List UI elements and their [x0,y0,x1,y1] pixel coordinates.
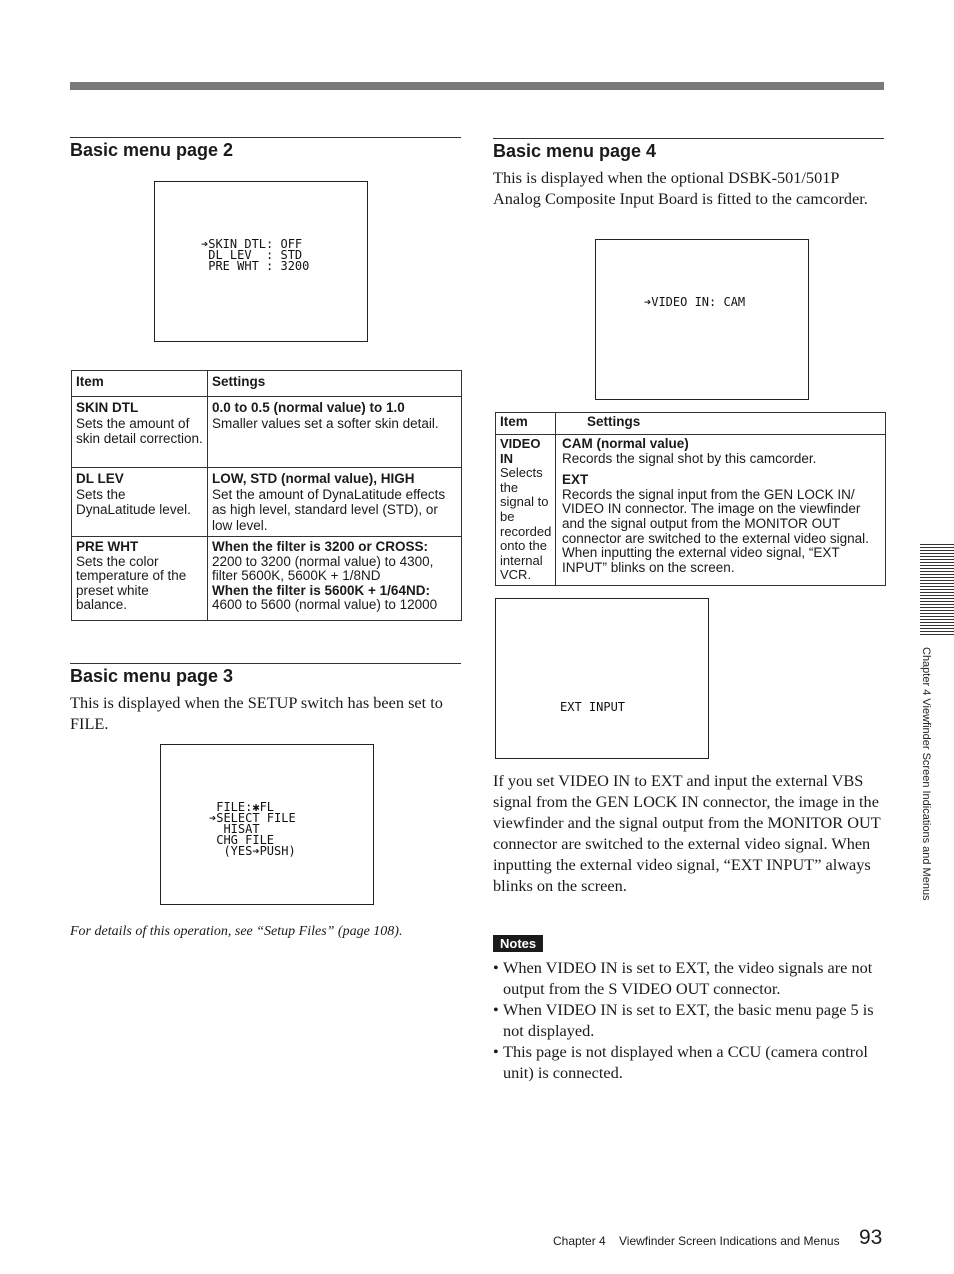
table-header: Settings [556,413,886,435]
setting-title: CAM (normal value) [562,436,689,451]
table-header: Settings [208,371,462,397]
screen-line: CHG FILE [209,833,275,847]
list-item: • When VIDEO IN is set to EXT, the basic menu page 5 is not displayed. [493,999,881,1041]
viewfinder-screen-page2 [154,181,368,342]
setting-desc: 2200 to 3200 (normal value) to 4300, filter 5600K, 5600K + 1/8ND [212,553,434,583]
setting-title: EXT [562,472,589,488]
section-rule [493,138,884,139]
item-desc: Sets the DynaLatitude level. [76,486,191,517]
table-row [496,435,886,586]
screen-line: DL LEV : STD [201,248,303,262]
screen-line: EXT INPUT [560,700,626,714]
item-title: VIDEO IN [500,436,541,466]
table-header: Item [496,413,556,435]
section-heading-page4: Basic menu page 4 [493,141,657,161]
setting-title: LOW, STD (normal value), HIGH [212,471,415,486]
notes-list [493,957,881,1083]
screen-line: ➔SKIN DTL: OFF [201,237,303,251]
header-bar [70,82,884,90]
page3-caption: For details of this operation, see “Setup Files” (page 108). [70,924,403,939]
setting-title: When the filter is 3200 or CROSS: [212,539,429,554]
screen-line: FILE:✱FL [209,800,275,814]
page4-intro: This is displayed when the optional DSBK-501/501P Analog Composite Input Board is fitted to the camcorder. [493,168,868,208]
table-row [72,537,462,621]
page4-paragraph: If you set VIDEO IN to EXT and input the external VBS signal from the GEN LOCK IN connector, the image in the viewfinder and the signal output from the MONITOR OUT connector are switched to the external video signal. When inputting the external video signal, “EXT INPUT” always blinks on the screen. [493,771,881,895]
viewfinder-screen-page4 [595,239,809,400]
item-desc: Sets the color temperature of the preset white balance. [76,553,187,612]
settings-table-page2 [71,370,462,621]
viewfinder-screen-page3 [160,744,374,905]
page3-intro: This is displayed when the SETUP switch has been set to FILE. [70,693,443,733]
section-rule [70,663,461,664]
setting-desc: Smaller values set a softer skin detail. [212,415,439,431]
list-item: • When VIDEO IN is set to EXT, the video signals are not output from the S VIDEO OUT connector. [493,957,881,999]
setting-title: 0.0 to 0.5 (normal value) to 1.0 [212,400,405,415]
item-title: PRE WHT [76,539,139,554]
screen-line: HISAT [209,822,260,836]
setting-desc: 4600 to 5600 (normal value) to 12000 [212,597,438,612]
table-header: Item [72,371,208,397]
screen-line: PRE WHT : 3200 [201,259,310,273]
screen-line: ➔VIDEO IN: CAM [644,295,746,309]
item-desc: Sets the amount of skin detail correction. [76,415,203,446]
chapter-tab-marker [920,544,954,636]
footer-title: Viewfinder Screen Indications and Menus [619,1234,840,1248]
table-row [72,468,462,537]
item-title: DL LEV [76,471,124,486]
setting-desc: Records the signal input from the GEN LOCK IN/ VIDEO IN connector. The image on the viewfinder and the signal output from the MONITOR OUT connector are switched to the external video signal. When inputting the external video signal, “EXT INPUT” blinks on the screen. [562,486,869,575]
footer-chapter: Chapter 4 [553,1234,606,1248]
page-number: 93 [859,1226,883,1249]
item-desc: Selects the signal to be recorded onto the internal VCR. [500,465,552,583]
screen-line: ➔SELECT FILE [209,811,296,825]
section-heading-page2: Basic menu page 2 [70,140,234,160]
side-chapter-label: Chapter 4 Viewfinder Screen Indications and Menus [920,647,932,901]
item-title: SKIN DTL [76,400,139,415]
viewfinder-screen-ext-input [495,598,709,759]
screen-line: (YES➔PUSH) [209,844,296,858]
settings-table-page4 [495,412,886,586]
section-rule [70,137,461,138]
notes-label: Notes [493,935,543,952]
setting-title: When the filter is 5600K + 1/64ND: [212,582,430,598]
setting-desc: Set the amount of DynaLatitude effects as high level, standard level (STD), or low level. [212,486,446,533]
table-row [72,397,462,468]
setting-desc: Records the signal shot by this camcorder. [562,450,817,466]
list-item: • This page is not displayed when a CCU (camera control unit) is connected. [493,1041,881,1083]
section-heading-page3: Basic menu page 3 [70,666,234,686]
